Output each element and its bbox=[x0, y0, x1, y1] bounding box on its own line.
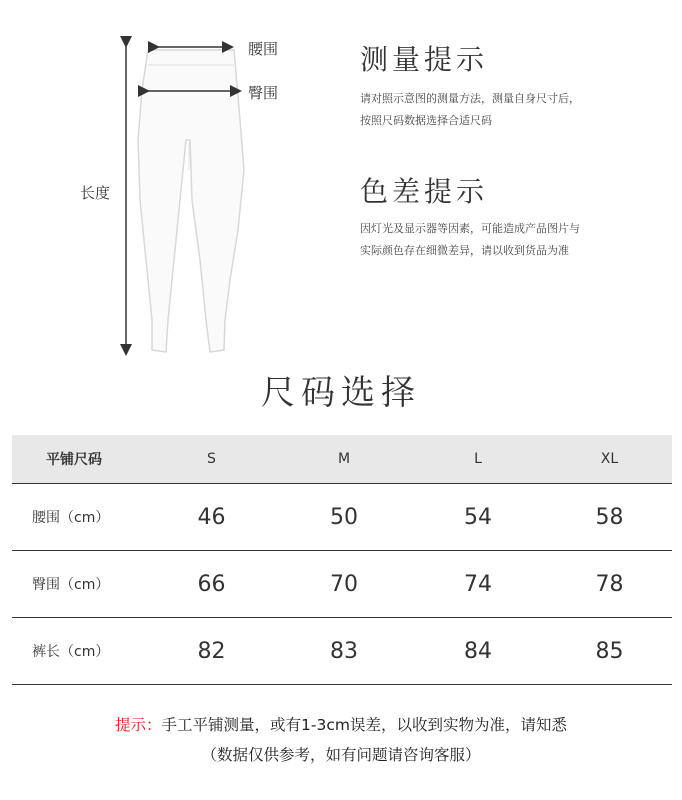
header-size-s: S bbox=[207, 451, 216, 467]
footer-line-2: （数据仅供参考，如有问题请咨询客服） bbox=[201, 746, 481, 764]
table-cell: 50 bbox=[330, 504, 358, 530]
header-size-m: M bbox=[337, 451, 351, 467]
size-table bbox=[12, 435, 672, 685]
size-section-title: 尺码选择 bbox=[261, 373, 421, 413]
color-tip-line-2: 实际颜色存在细微差异，请以收到货品为准 bbox=[360, 244, 569, 257]
table-cell: 78 bbox=[595, 571, 624, 597]
table-cell: 74 bbox=[464, 571, 492, 597]
measurement-diagram bbox=[60, 30, 320, 360]
table-cell: 84 bbox=[464, 638, 492, 664]
table-row bbox=[12, 484, 672, 551]
table-cell: 70 bbox=[330, 571, 358, 597]
table-cell: 66 bbox=[197, 571, 226, 597]
table-row bbox=[12, 618, 672, 685]
measurement-tip-line-1: 请对照示意图的测量方法，测量自身尺寸后， bbox=[360, 92, 580, 105]
table-row bbox=[12, 551, 672, 618]
measurement-tip bbox=[360, 38, 580, 132]
footer-line-1 bbox=[0, 710, 682, 740]
color-tip-title: 色差提示 bbox=[360, 175, 489, 208]
waist-label: 腰围 bbox=[248, 40, 279, 58]
row-label-length: 裤长（cm） bbox=[32, 644, 110, 660]
footer-note bbox=[0, 710, 682, 770]
row-label-hip: 臀围（cm） bbox=[32, 577, 110, 593]
table-header-row bbox=[12, 435, 672, 484]
table-cell: 82 bbox=[197, 638, 226, 664]
table-cell: 58 bbox=[595, 504, 624, 530]
header-size-xl: XL bbox=[600, 451, 619, 467]
hip-label: 臀围 bbox=[248, 84, 279, 102]
color-difference-tip bbox=[360, 170, 580, 262]
measurement-tip-line-2: 按照尺码数据选择合适尺码 bbox=[360, 114, 492, 127]
measurement-tip-title: 测量提示 bbox=[360, 43, 489, 76]
footer-prefix: 提示： bbox=[115, 716, 162, 734]
header-size-label: 平铺尺码 bbox=[46, 452, 102, 468]
length-label: 长度 bbox=[80, 184, 111, 202]
footer-text: 手工平铺测量，或有1-3cm误差，以收到实物为准，请知悉 bbox=[161, 716, 567, 734]
leggings-shape bbox=[138, 50, 244, 352]
header-size-l: L bbox=[474, 451, 482, 467]
row-label-waist: 腰围（cm） bbox=[32, 510, 110, 526]
table-cell: 54 bbox=[464, 504, 492, 530]
table-cell: 85 bbox=[595, 638, 624, 664]
table-cell: 83 bbox=[330, 638, 358, 664]
table-cell: 46 bbox=[197, 504, 226, 530]
color-tip-line-1: 因灯光及显示器等因素，可能造成产品图片与 bbox=[360, 222, 580, 235]
